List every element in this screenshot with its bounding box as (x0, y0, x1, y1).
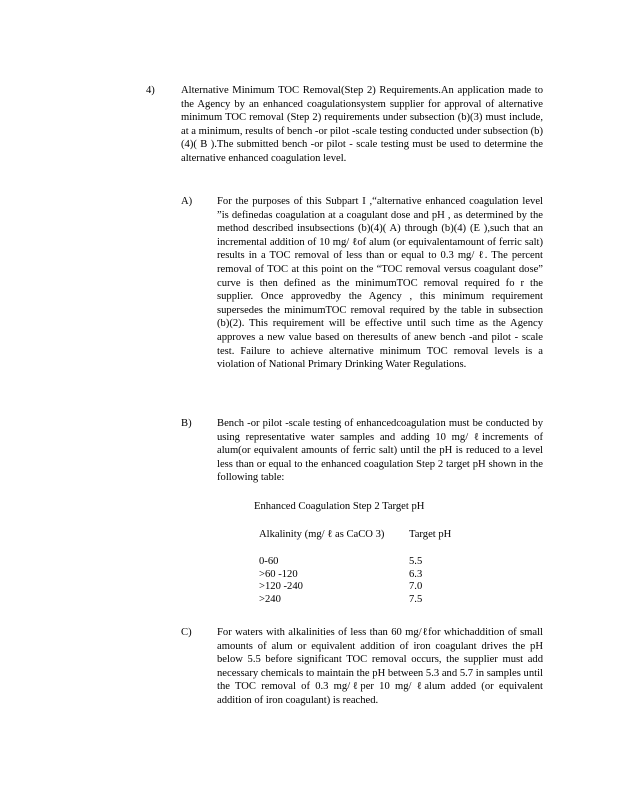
subsection-c-letter: C) (181, 627, 192, 638)
subsection-a-letter: A) (181, 196, 193, 207)
table-cell-ph: 7.0 (409, 581, 423, 592)
subsection-b-letter: B) (181, 418, 192, 429)
table-cell-ph: 5.5 (409, 556, 423, 567)
table-cell-alkalinity: >120 -240 (259, 581, 303, 592)
table-column-target-ph (409, 556, 422, 606)
table-cell-alkalinity: 0-60 (259, 556, 279, 567)
table-cell-alkalinity: >240 (259, 593, 281, 605)
subsection-c-paragraph: For waters with alkalinities of less than 60 mg/ℓfor whichaddition of small amounts of alum or equivalent addition of iron coagulant drives the pH below 5.5 before significant TOC removal occurs, the supplier must add necessary chemicals to maintain the pH between 5.3 and 5.7 in samples until the TOC removal of 0.3 mg/ℓper 10 mg/ ℓalum added (or equivalent addition of iron coagulant) is reached. (217, 627, 543, 706)
section-number: 4) (146, 85, 155, 96)
table-cell-ph: 6.3 (409, 568, 423, 580)
table-cell-ph: 7.5 (409, 593, 423, 605)
subsection-b-paragraph: Bench -or pilot -scale testing of enhancedcoagulation must be conducted by using representative water samples and adding 10 mg/ ℓincrements of alum(or equivalent amounts of ferric salt) until the pH is reduced to a level less than or equal to the enhanced coagulation Step 2 target pH shown in the following table: (217, 418, 543, 484)
table-header-target-ph: Target pH (409, 529, 452, 540)
table-column-alkalinity (259, 556, 303, 606)
section-paragraph: Alternative Minimum TOC Removal(Step 2) Requirements.An application made to the Agency by an enhanced coagulationsystem supplier for approval of alternative minimum TOC removal (Step 2) requirements under subsection (b)(3) must include, at a minimum, results of bench -or pilot -scale testing conducted under subsection (b)(4)( B ).The submitted bench -or pilot - scale testing must be used to determine the alternative enhanced coagulation level. (181, 85, 543, 164)
table-cell-alkalinity: >60 -120 (259, 568, 298, 580)
table-title: Enhanced Coagulation Step 2 Target pH (254, 501, 425, 512)
table-header-alkalinity: Alkalinity (mg/ ℓ as CaCO 3) (259, 529, 385, 540)
subsection-a-paragraph: For the purposes of this Subpart I ,“alternative enhanced coagulation level ”is definedas coagulation at a coagulant dose and pH , as determined by the method described insubsections (b)(4)( A) through (b)(4) (E ),such that an incremental addition of 10 mg/ ℓof alum (or equivalentamount of ferric salt) results in a TOC removal of less than or equal to 0.3 mg/ ℓ. The percent removal of TOC at this point on the “TOC removal versus coagulant dose” curve is then defined as the minimumTOC removal required fo r the supplier. Once approvedby the Agency , this minimum requirement supersedes the minimumTOC removal required by the table in subsection (b)(2). This requirement will be effective until such time as the Agency approves a new value based on theresults of anew bench -and pilot - scale test. Failure to achieve alternative minimum TOC removal levels is a violation of National Primary Drinking Water Regulations. (217, 196, 543, 371)
